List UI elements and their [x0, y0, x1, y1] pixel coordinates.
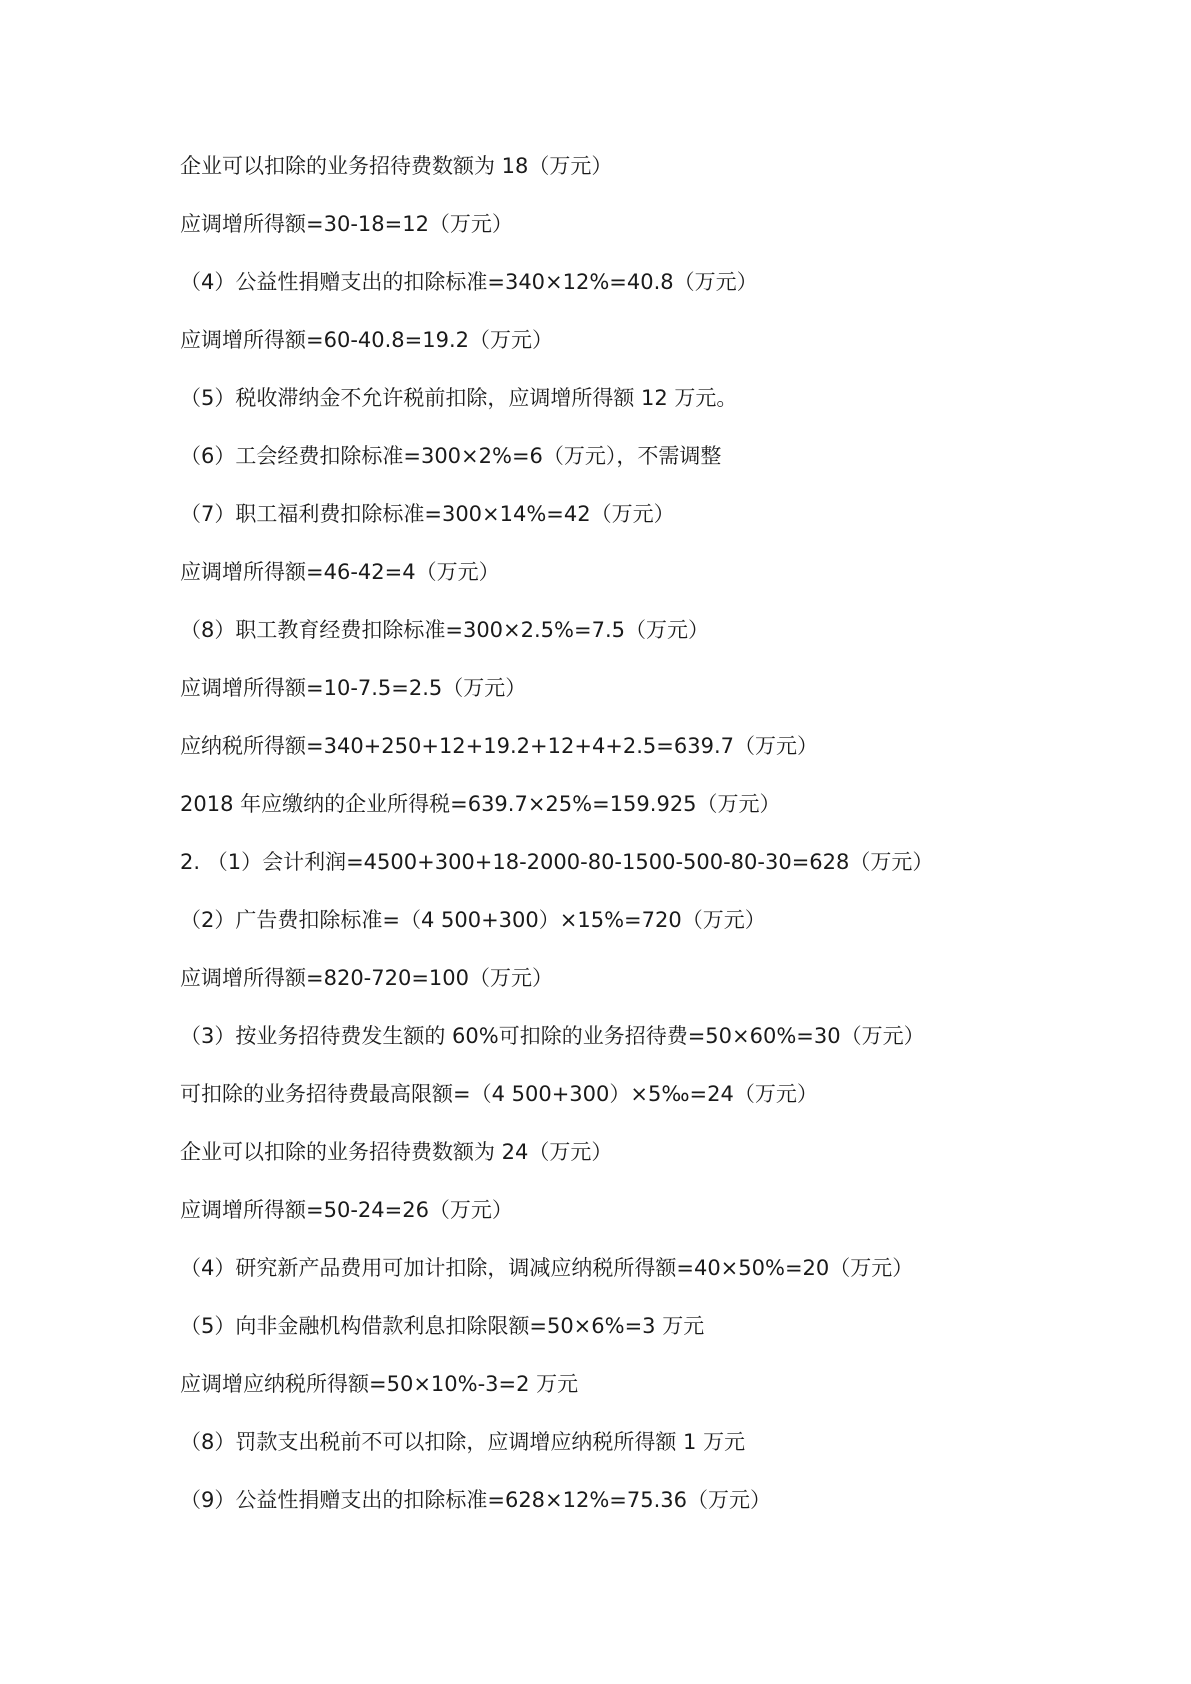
text-line: （6）工会经费扣除标准=300×2%=6（万元），不需调整 [180, 444, 722, 468]
text-line: 可扣除的业务招待费最高限额=（4 500+300）×5‰=24（万元） [180, 1082, 818, 1106]
text-line: （3）按业务招待费发生额的 60%可扣除的业务招待费=50×60%=30（万元） [180, 1024, 925, 1048]
text-line: （9）公益性捐赠支出的扣除标准=628×12%=75.36（万元） [180, 1488, 772, 1512]
text-line: 企业可以扣除的业务招待费数额为 24（万元） [180, 1140, 613, 1164]
text-line: （4）研究新产品费用可加计扣除，调减应纳税所得额=40×50%=20（万元） [180, 1256, 914, 1280]
text-line: （8）罚款支出税前不可以扣除，应调增应纳税所得额 1 万元 [180, 1430, 746, 1454]
text-line: （4）公益性捐赠支出的扣除标准=340×12%=40.8（万元） [180, 270, 758, 294]
text-line: 应调增所得额=46-42=4（万元） [180, 560, 500, 584]
text-line: （7）职工福利费扣除标准=300×14%=42（万元） [180, 502, 675, 526]
text-line: 应调增所得额=10-7.5=2.5（万元） [180, 676, 527, 700]
text-line: 2018 年应缴纳的企业所得税=639.7×25%=159.925（万元） [180, 792, 781, 816]
text-line: 应调增所得额=50-24=26（万元） [180, 1198, 513, 1222]
text-line: 应纳税所得额=340+250+12+19.2+12+4+2.5=639.7（万元） [180, 734, 819, 758]
text-line: （2）广告费扣除标准=（4 500+300）×15%=720（万元） [180, 908, 766, 932]
text-line: 应调增所得额=30-18=12（万元） [180, 212, 513, 236]
text-line: （5）向非金融机构借款利息扣除限额=50×6%=3 万元 [180, 1314, 705, 1338]
text-line: （8）职工教育经费扣除标准=300×2.5%=7.5（万元） [180, 618, 709, 642]
text-line: （5）税收滞纳金不允许税前扣除，应调增所得额 12 万元。 [180, 386, 738, 410]
text-line: 应调增所得额=60-40.8=19.2（万元） [180, 328, 554, 352]
document-body [180, 147, 1140, 1539]
text-line: 应调增所得额=820-720=100（万元） [180, 966, 554, 990]
text-line: 企业可以扣除的业务招待费数额为 18（万元） [180, 154, 613, 178]
text-line: 2. （1）会计利润=4500+300+18-2000-80-1500-500-80-30=628（万元） [180, 850, 934, 874]
text-line: 应调增应纳税所得额=50×10%-3=2 万元 [180, 1372, 579, 1396]
